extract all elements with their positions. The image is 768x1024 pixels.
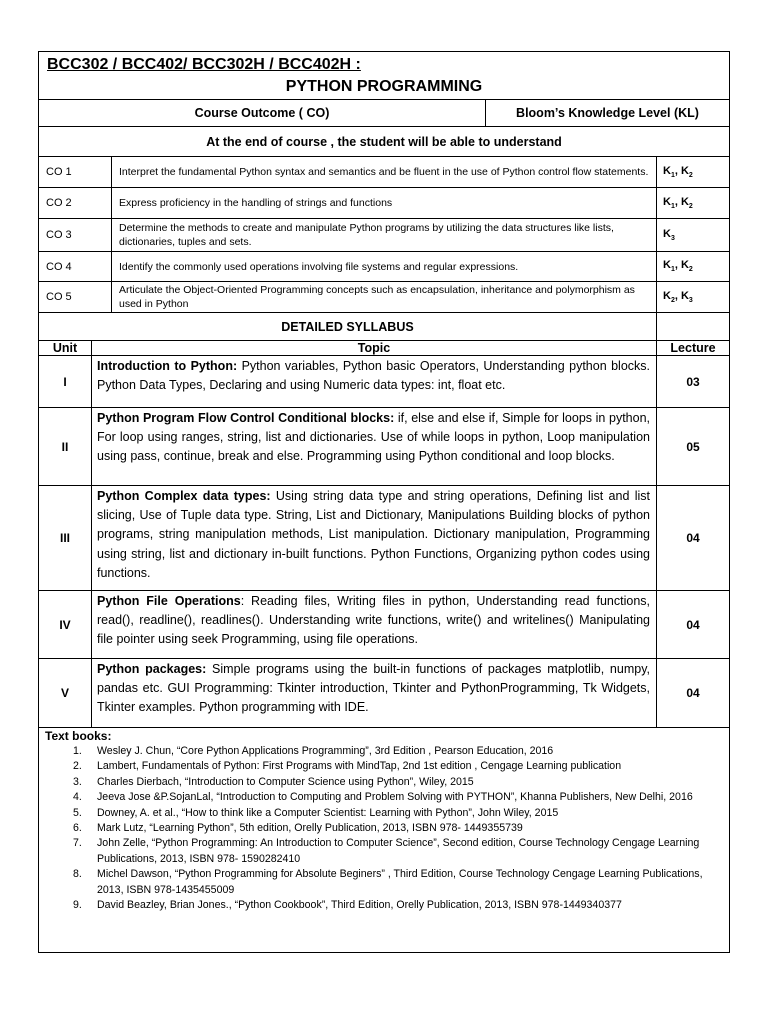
unit-lecture-count: 03 [686,374,700,389]
textbook-citation: Lambert, Fundamentals of Python: First Programs with MindTap, 2nd 1st edition , Cengage Learning publication [97,760,622,773]
textbook-number: 6. [73,822,82,835]
co-row [39,282,729,313]
textbook-item [45,898,723,913]
unit-topic: Introduction to Python: Python variables, Python basic Operators, Understanding python blocks. Python Data Types, Declaring and using Numeric data types: int, float etc. [97,359,650,393]
syllabus-title-row [39,313,729,341]
co-row [39,157,729,188]
unit-number: V [60,686,69,700]
co-id: CO 1 [46,166,72,178]
co-id: CO 2 [46,197,72,209]
unit-topic-heading: Introduction to Python: [97,359,238,373]
unit-lecture-count: 04 [686,531,700,545]
co-description: Express proficiency in the handling of strings and functions [119,197,393,209]
textbook-item [45,744,723,759]
unit-topic: Python Complex data types: Using string data type and string operations, Defining list and list slicing, Use of Tuple data type. String, List and Dictionary, Manipulations Building blocks of python programs, string manipulation methods, List manipulation. Dictionary manipulation, Programming using string, list and dictionary in-built functions. Python Functions, Organizing python codes using functions. [97,489,650,580]
textbook-number: 9. [73,899,82,912]
co-header-row [39,100,729,127]
textbook-number: 1. [73,745,82,757]
textbook-item [45,836,723,867]
topic-column-header: Topic [357,341,391,355]
textbook-citation: Downey, A. et al., “How to think like a Computer Scientist: Learning with Python”, John Wiley, 2015 [97,806,559,819]
syllabus-unit-row [39,408,729,486]
unit-topic-heading: Python File Operations [97,594,241,608]
kl-value: $K_3$ [663,227,675,243]
intro-row [39,127,729,157]
syllabus-unit-row [39,486,729,591]
co-knowledge-level [663,252,729,281]
co-description: Determine the methods to create and manipulate Python programs by utilizing the data structures like lists, dictionaries, tuples and sets. [119,222,614,248]
co-description: Articulate the Object-Oriented Programming concepts such as encapsulation, inheritance and polymorphism as used in Python [119,284,635,310]
textbook-item [45,775,723,790]
co-row [39,252,729,282]
unit-topic: Python File Operations: Reading files, Writing files in python, Understanding read functions, read(), readline(), readlines(). Understanding write functions, write() and writelines() Manipulating file pointer using seek Programming, using file operations. [97,594,650,647]
kl-value: $K_1$, $K_2$ [663,259,693,274]
unit-topic: Python Program Flow Control Conditional blocks: if, else and else if, Simple for loops in python, For loop using ranges, string, list and dictionaries. Use of while loops in python, Loop manipulation using pass, continue, break and else. Programming using Python conditional and loop blocks. [97,411,650,464]
textbook-citation: David Beazley, Brian Jones., “Python Cookbook”, Third Edition, Orelly Publication, 2013, ISBN 978-1449340377 [97,899,622,912]
title-block [39,52,729,100]
kl-value: $K_2$, $K_3$ [663,289,693,305]
lecture-column-header: Lecture [670,341,716,355]
course-code: BCC302 / BCC402/ BCC302H / BCC402H : [47,56,361,73]
textbooks-heading: Text books: [45,729,112,743]
textbook-item [45,821,723,836]
intro-text: At the end of course , the student will be able to understand [206,134,562,149]
textbook-citation: Wesley J. Chun, “Core Python Applications Programming”, 3rd Edition , Pearson Education, 2016 [97,745,554,757]
course-title: PYTHON PROGRAMMING [285,78,483,95]
unit-number: I [63,374,67,389]
textbook-number: 4. [73,791,82,804]
unit-number: III [59,531,70,545]
kl-value: $K_1$, $K_2$ [663,164,693,180]
syllabus-header-row [39,341,729,356]
textbook-item [45,790,723,805]
unit-lecture-count: 05 [686,439,700,454]
textbook-number: 7. [73,837,82,850]
unit-topic-heading: Python packages: [97,662,207,676]
textbooks-list [45,744,723,913]
co-id: CO 5 [46,291,72,303]
co-id: CO 4 [46,260,72,273]
unit-number: II [61,439,69,454]
unit-lecture-count: 04 [686,617,700,632]
textbook-citation: Charles Dierbach, “Introduction to Computer Science using Python”, Wiley, 2015 [97,775,474,788]
co-description: Identify the commonly used operations involving file systems and regular expressions. [119,260,519,273]
textbook-citation: Mark Lutz, “Learning Python”, 5th edition, Orelly Publication, 2013, ISBN 978- 1449355739 [97,822,523,835]
co-knowledge-level [663,188,729,218]
unit-topic: Python packages: Simple programs using the built-in functions of packages matplotlib, numpy, pandas etc. GUI Programming: Tkinter introduction, Tkinter and PythonProgramming, Tk Widgets, Tkinter examples. Python programming with IDE. [97,662,650,715]
unit-lecture-count: 04 [686,686,700,700]
kl-value: $K_1$, $K_2$ [663,195,693,211]
textbook-item [45,867,723,898]
syllabus-title: DETAILED SYLLABUS [281,319,414,334]
textbook-citation: Jeeva Jose &P.SojanLal, “Introduction to Computing and Problem Solving with PYTHON”, Khanna Publishers, New Delhi, 2016 [97,791,693,804]
co-knowledge-level [663,219,729,251]
textbook-item [45,759,723,774]
textbook-number: 2. [73,760,82,773]
textbooks-section [45,729,723,913]
textbook-number: 5. [73,806,82,819]
syllabus-unit-row [39,591,729,659]
textbook-citation: Michel Dawson, “Python Programming for Absolute Beginers” , Third Edition, Course Technology Cengage Learning Publications, 2013, ISBN 978-1435455009 [97,868,703,896]
unit-number: IV [59,617,71,632]
co-row [39,219,729,252]
co-id: CO 3 [46,229,72,241]
co-description: Interpret the fundamental Python syntax and semantics and be fluent in the use of Python control flow statements. [119,166,649,178]
unit-topic-heading: Python Complex data types: [97,489,271,503]
textbook-number: 8. [73,868,82,881]
syllabus-unit-row [39,659,729,728]
textbook-item [45,806,723,821]
textbook-number: 3. [73,775,82,788]
co-column-header: Course Outcome ( CO) [194,106,330,120]
unit-topic-heading: Python Program Flow Control Conditional blocks: [97,411,395,425]
co-knowledge-level [663,157,729,187]
kl-column-header: Bloom’s Knowledge Level (KL) [516,106,699,120]
syllabus-unit-row [39,356,729,408]
textbook-citation: John Zelle, “Python Programming: An Introduction to Computer Science”, Second edition, Course Technology Cengage Learning Publications, 2013, ISBN 978- 1590282410 [97,837,700,865]
syllabus-page [38,51,730,953]
co-knowledge-level [663,282,729,312]
co-row [39,188,729,219]
unit-column-header: Unit [52,341,78,355]
